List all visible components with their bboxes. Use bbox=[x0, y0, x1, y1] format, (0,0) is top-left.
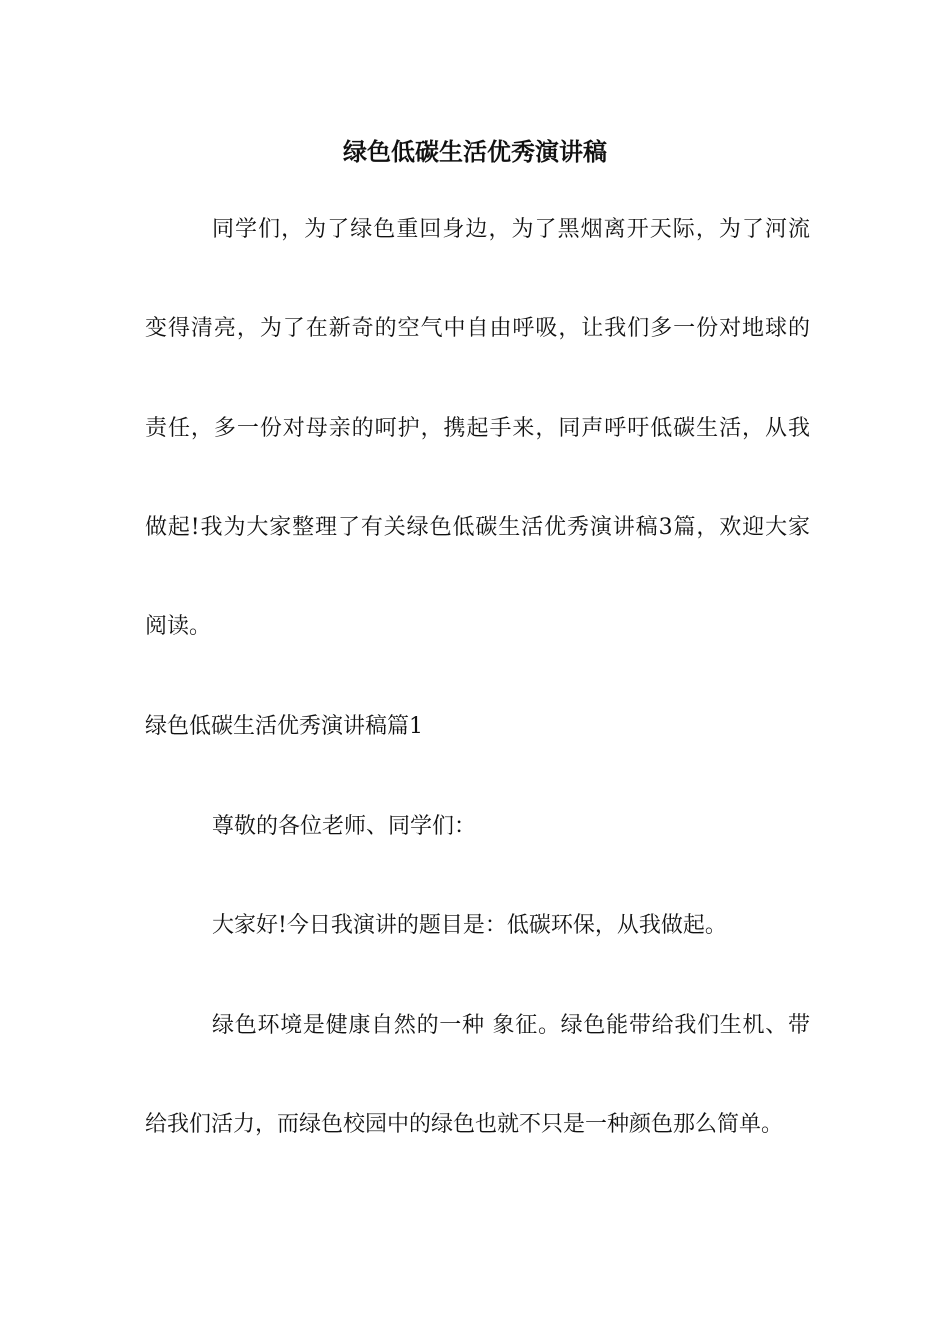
greeting-line: 大家好!今日我演讲的题目是：低碳环保，从我做起。 bbox=[212, 913, 727, 938]
intro-line-4: 做起!我为大家整理了有关绿色低碳生活优秀演讲稿3篇，欢迎大家 bbox=[145, 515, 810, 540]
section-heading: 绿色低碳生活优秀演讲稿篇1 bbox=[145, 714, 423, 739]
salutation: 尊敬的各位老师、同学们： bbox=[212, 814, 477, 839]
intro-line-1: 同学们，为了绿色重回身边，为了黑烟离开天际，为了河流 bbox=[212, 217, 810, 242]
body-line-2: 给我们活力，而绿色校园中的绿色也就不只是一种颜色那么简单。 bbox=[145, 1112, 784, 1137]
body-line-1: 绿色环境是健康自然的一种 象征。绿色能带给我们生机、带 bbox=[212, 1013, 810, 1038]
intro-line-2: 变得清亮，为了在新奇的空气中自由呼吸，让我们多一份对地球的 bbox=[145, 316, 810, 341]
document-title: 绿色低碳生活优秀演讲稿 bbox=[343, 137, 607, 166]
intro-line-3: 责任，多一份对母亲的呵护，携起手来，同声呼吁低碳生活，从我 bbox=[145, 416, 810, 441]
intro-line-5: 阅读。 bbox=[145, 614, 212, 639]
